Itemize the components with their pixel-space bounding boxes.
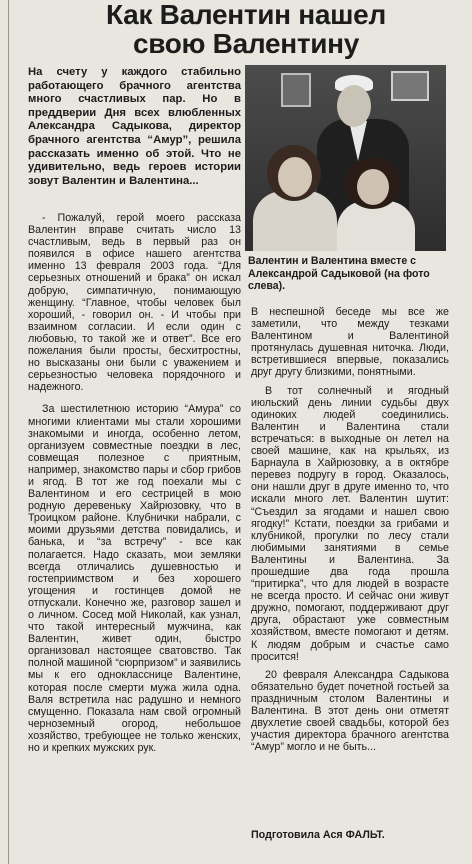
paragraph: 20 февраля Александра Садыкова обязательно будет почетной гостьей за праздничным столом Валентины и Валентина. В этот день они отметят двухлетие своей свадьбы, которой без участия директора брачного агентства “Амур” могло и не быть... (251, 668, 449, 754)
column-rule (8, 0, 9, 864)
woman-left-face (278, 157, 312, 197)
body-column-right (251, 306, 449, 753)
woman-right-face (357, 169, 389, 205)
paragraph: - Пожалуй, герой моего рассказа Валентин вправе считать число 13 счастливым, ведь в первый раз он появился в офисе нашего агентства именно 13 февраля 2003 года. “Для серьезных отношений и брака” он искал добрую, симпатичную, понимающую женщину. “Главное, чтобы человек был хороший, - говорил он. - И чтобы при взаимном согласии. И если один с любовью, то такой же и ответ”. Все его пожелания были просты, бесхитростны, но высказаны они были с уважением и серьезностью человека порядочного и надежного. (28, 212, 241, 394)
title-line-2: свою Валентину (132, 28, 360, 59)
wall-picture (281, 73, 311, 107)
body-column-left (28, 212, 241, 754)
photo-caption: Валентин и Валентина вместе с Александрой Садыковой (на фото слева). (248, 255, 430, 293)
man-face (337, 85, 371, 127)
wall-picture (391, 71, 429, 101)
article-photo (245, 65, 446, 251)
article-title (20, 0, 472, 58)
paragraph: В неспешной беседе мы все же заметили, что между тезками Валентином и Валентиной протянулась душевная ниточка. Люди, встретившиеся впервые, показались друг другу близкими, понятными. (251, 306, 449, 379)
paragraph: В тот солнечный и ягодный июльский день линии судьбы двух одиноких людей соединились. Валентин и Валентина стали встречаться: в выходные он летел на своей машине, как на крыльях, из Барнаула в Хайрюзовку, а в октябре перевез подругу в город. Оказалось, они нашли друг в друге именно то, что искали много лет. Валентин шутит: “Съездил за ягодами и нашел свою ягодку!” Кстати, поездки за грибами и клубникой, прогулки по лесу стали любимыми занятиями в семье Валентины и Валентина. За прошедшие два года прошла “притирка”, что для людей в возрасте не всегда просто. И сейчас они живут дружно, помогают, поддерживают друг друга, обрастают уже совместным хозяйством, вместе помогают и детям. К людям добрым и счастье само просится! (251, 384, 449, 663)
article-lede: На счету у каждого стабильно работающего брачного агентства много счастливых пар. Но в преддверии Дня всех влюбленных Александра Садыкова, директор брачного агентства “Амур”, решила рассказать именно об этой. Что не удивительно, ведь героев истории зовут Валентин и Валентина... (28, 66, 241, 187)
title-line-1: Как Валентин нашел (106, 0, 386, 30)
paragraph: За шестилетнюю историю “Амура” со многими клиентами мы стали хорошими знакомыми и иногда, особенно летом, организуем совместные поездки в лес, совмещая полезное с приятным, например, знакомство пары и сбор грибов и ягод. В тот же год поехали мы с Валентином и его сестрицей в мою родную деревеньку Хайрюзовку, что в Троицком районе. Клубнички набрали, с моими друзьями детства повидались, и банька, и “за встречу” - все как полагается. Надо сказать, мои земляки всегда отличались душевностью и гостеприимством и без хорошего угощения и гостинцев домой не отпускали. Конечно же, разговор зашел и о личном. Сосед мой Николай, как узнал, что такой интересный мужчина, как Валентин, живет один, быстро организовал настоящее сватовство. Так полной машиной “сюрпризом” и заявились мы к его однокласснице Валентине, которая после смерти мужа жила одна. Валя встретила нас радушно и немного смущенно. Показала нам свой огромный черноземный огород, небольшое хозяйство, требующее не только женских, но и крепких мужских рук. (28, 403, 241, 755)
byline: Подготовила Ася ФАЛЬТ. (251, 829, 385, 841)
